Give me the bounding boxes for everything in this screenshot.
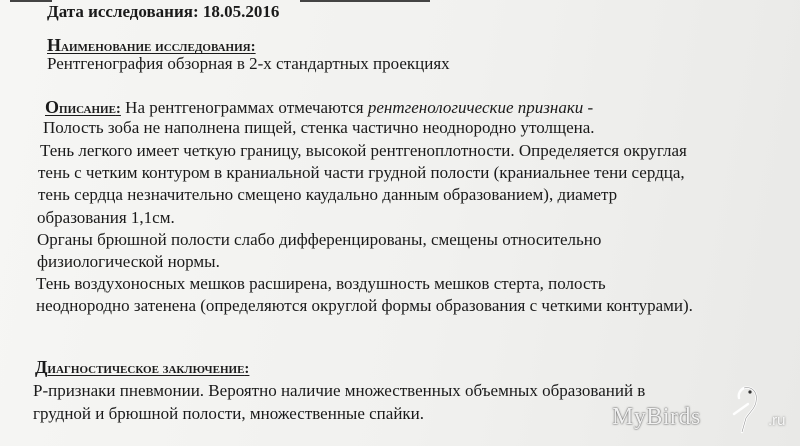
conclusion-heading-rest: иагностическое заключение <box>47 361 245 377</box>
conclusion-heading-first: Д <box>35 357 48 377</box>
conclusion-heading-colon: : <box>244 361 250 377</box>
description-line: Органы брюшной полости слабо дифференцированы, смещены относительно <box>37 230 602 249</box>
description-line: Тень легкого имеет четкую границу, высокой рентгеноплотности. Определяется округлая <box>40 141 687 160</box>
description-line: физиологической нормы. <box>37 252 220 271</box>
description-intro-end: - <box>583 98 594 117</box>
watermark-brand: MyBirds <box>612 404 701 430</box>
top-rule-right <box>300 0 430 2</box>
study-date-value: 18.05.2016 <box>202 2 280 21</box>
description-line: тень сердца незначительно смещено каудально данным образованием), диаметр <box>38 185 618 204</box>
description-first-line <box>45 97 593 119</box>
description-intro: На рентгенограммах отмечаются <box>120 98 368 117</box>
description-line: тень с четким контуром в краниальной части грудной полости (краниальнее тени сердца, <box>38 163 685 182</box>
description-line: неоднородно затенена (определяются округлой формы образования с четкими контурами). <box>36 296 693 315</box>
description-heading-rest: писание <box>59 101 116 117</box>
study-name-heading-colon: : <box>250 39 256 55</box>
description-line: образования 1,1см. <box>37 208 175 227</box>
study-name-heading-rest: аименование исследования <box>61 39 251 55</box>
top-rule-left <box>10 0 52 2</box>
description-heading-colon: : <box>115 101 121 117</box>
description-line: Полость зоба не наполнена пищей, стенка частично неоднородно утолщена. <box>43 118 595 137</box>
description-heading-first: О <box>45 97 60 117</box>
parrot-icon <box>726 378 766 434</box>
description-heading <box>45 97 121 117</box>
watermark-tld: .ru <box>768 412 786 429</box>
conclusion-line: Р-признаки пневмонии. Вероятно наличие множественных объемных образований в <box>33 381 646 400</box>
study-date-line <box>47 2 279 22</box>
description-intro-italic: рентгенологические признаки <box>367 98 584 117</box>
conclusion-heading <box>35 357 249 379</box>
watermark <box>612 400 798 442</box>
study-name-value: Рентгенография обзорная в 2-х стандартных проекциях <box>47 54 450 73</box>
study-date-label: Дата исследования: <box>47 2 199 21</box>
study-name-heading-first: Н <box>47 35 62 55</box>
description-line: Тень воздухоносных мешков расширена, воздушность мешков стерта, полость <box>36 274 606 293</box>
conclusion-line: грудной и брюшной полости, множественные спайки. <box>33 404 425 423</box>
